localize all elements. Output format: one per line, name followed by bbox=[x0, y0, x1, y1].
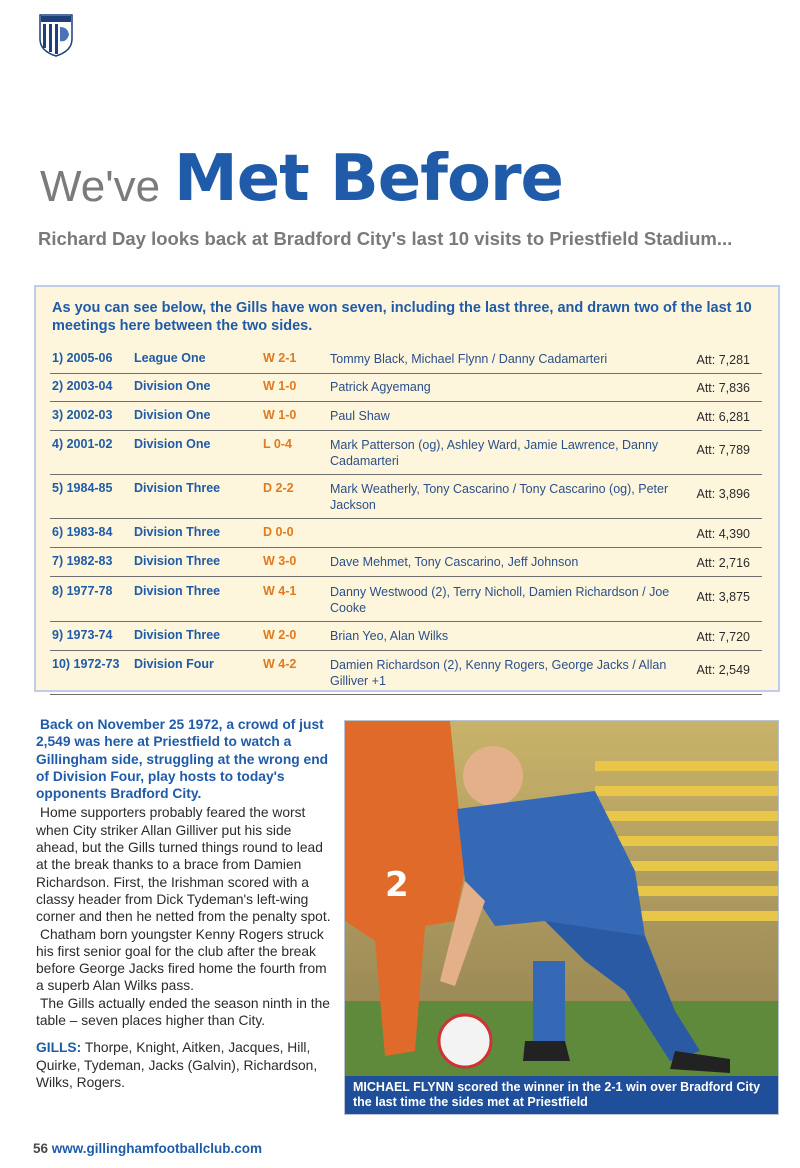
photo-caption bbox=[345, 1076, 778, 1114]
attendance-value: Att: 7,720 bbox=[696, 630, 750, 644]
result-row bbox=[50, 379, 762, 402]
season-label: 9) 1973-74 bbox=[52, 628, 113, 642]
title-bold: Met Before bbox=[174, 142, 563, 216]
attendance-value: Att: 2,716 bbox=[696, 556, 750, 570]
attendance-value: Att: 7,281 bbox=[696, 353, 750, 367]
division-label: League One bbox=[134, 351, 206, 365]
scorers-list: Brian Yeo, Alan Wilks bbox=[330, 629, 449, 643]
result-row bbox=[50, 525, 762, 548]
division-label: Division Three bbox=[134, 481, 221, 495]
result-row bbox=[50, 481, 762, 519]
footer-url-link[interactable]: www.gillinghamfootballclub.com bbox=[51, 1141, 263, 1156]
result-row bbox=[50, 408, 762, 431]
result-row bbox=[50, 554, 762, 577]
attendance-value: Att: 2,549 bbox=[696, 663, 750, 677]
team-lineup bbox=[36, 1039, 336, 1091]
division-label: Division Three bbox=[134, 525, 221, 539]
article-paragraph: Home supporters probably feared the worst when City striker Allan Gilliver put his side ahead, but the Gills turned things round to lead at the break thanks to a brace from Damien Richardson. First, the Irishman scored with a classy header from Dick Tydeman's left-wing corner and then he netted from the penalty spot. bbox=[36, 805, 331, 925]
result-score: W 4-1 bbox=[263, 584, 297, 598]
scorers-list: Dave Mehmet, Tony Cascarino, Jeff Johnson bbox=[330, 555, 579, 569]
result-score: D 0-0 bbox=[263, 525, 294, 539]
page-footer bbox=[33, 1141, 262, 1156]
result-score: W 1-0 bbox=[263, 379, 297, 393]
season-label: 4) 2001-02 bbox=[52, 437, 113, 451]
article-lead: Back on November 25 1972, a crowd of just 2,549 was here at Priestfield to watch a Gillingham side, struggling at the wrong end of Division Four, play hosts to today's opponents Bradford City. bbox=[36, 717, 329, 802]
scorers-list: Damien Richardson (2), Kenny Rogers, George Jacks / Allan Gilliver +1 bbox=[330, 658, 667, 688]
season-label: 2) 2003-04 bbox=[52, 379, 113, 393]
result-row bbox=[50, 584, 762, 622]
page-number: 56 bbox=[33, 1141, 49, 1156]
result-row bbox=[50, 657, 762, 695]
attendance-value: Att: 3,896 bbox=[696, 487, 750, 501]
result-score: D 2-2 bbox=[263, 481, 294, 495]
division-label: Division One bbox=[134, 408, 211, 422]
page-subtitle: Richard Day looks back at Bradford City's last 10 visits to Priestfield Stadium... bbox=[38, 228, 733, 249]
attendance-value: Att: 3,875 bbox=[696, 590, 750, 604]
attendance-value: Att: 6,281 bbox=[696, 410, 750, 424]
result-score: W 2-1 bbox=[263, 351, 297, 365]
result-row bbox=[50, 628, 762, 651]
attendance-value: Att: 7,836 bbox=[696, 381, 750, 395]
results-box bbox=[34, 285, 780, 692]
result-row bbox=[50, 437, 762, 475]
team-list: Thorpe, Knight, Aitken, Jacques, Hill, Quirke, Tydeman, Jacks (Galvin), Richardson, Wilks, Rogers. bbox=[36, 1040, 318, 1090]
scorers-list: Mark Weatherly, Tony Cascarino / Tony Cascarino (og), Peter Jackson bbox=[330, 482, 669, 512]
season-label: 8) 1977-78 bbox=[52, 584, 113, 598]
division-label: Division Three bbox=[134, 628, 221, 642]
article-paragraph: Chatham born youngster Kenny Rogers struck his first senior goal for the club after the break before George Jacks fired home the fourth from a superb Alan Wilks pass. bbox=[36, 926, 327, 994]
season-label: 6) 1983-84 bbox=[52, 525, 113, 539]
result-score: W 2-0 bbox=[263, 628, 297, 642]
attendance-value: Att: 7,789 bbox=[696, 443, 750, 457]
player-photo-illustration bbox=[345, 721, 779, 1115]
result-score: W 1-0 bbox=[263, 408, 297, 422]
division-label: Division One bbox=[134, 379, 211, 393]
season-label: 1) 2005-06 bbox=[52, 351, 113, 365]
season-label: 3) 2002-03 bbox=[52, 408, 113, 422]
season-label: 5) 1984-85 bbox=[52, 481, 113, 495]
result-row bbox=[50, 351, 762, 374]
season-label: 7) 1982-83 bbox=[52, 554, 113, 568]
result-score: L 0-4 bbox=[263, 437, 292, 451]
club-crest-logo bbox=[38, 13, 74, 57]
scorers-list: Mark Patterson (og), Ashley Ward, Jamie Lawrence, Danny Cadamarteri bbox=[330, 438, 659, 468]
scorers-list: Patrick Agyemang bbox=[330, 380, 431, 394]
article-paragraph: The Gills actually ended the season ninth in the table – seven places higher than City. bbox=[36, 995, 330, 1029]
results-intro: As you can see below, the Gills have won seven, including the last three, and drawn two of the last 10 meetings here between the two sides. bbox=[52, 300, 752, 334]
scorers-list: Tommy Black, Michael Flynn / Danny Cadamarteri bbox=[330, 352, 608, 366]
division-label: Division Three bbox=[134, 554, 221, 568]
attendance-value: Att: 4,390 bbox=[696, 527, 750, 541]
result-score: W 4-2 bbox=[263, 657, 297, 671]
caption-name: MICHAEL FLYNN bbox=[353, 1080, 454, 1094]
division-label: Division One bbox=[134, 437, 211, 451]
scorers-list: Paul Shaw bbox=[330, 409, 390, 423]
division-label: Division Three bbox=[134, 584, 221, 598]
article-column bbox=[36, 716, 336, 1091]
team-label: GILLS: bbox=[36, 1040, 82, 1056]
season-label: 10) 1972-73 bbox=[52, 657, 120, 671]
title-light: We've bbox=[40, 162, 161, 211]
scorers-list: Danny Westwood (2), Terry Nicholl, Damien Richardson / Joe Cooke bbox=[330, 585, 670, 615]
shirt-number: 2 bbox=[385, 865, 409, 905]
result-score: W 3-0 bbox=[263, 554, 297, 568]
match-photo bbox=[344, 720, 779, 1115]
division-label: Division Four bbox=[134, 657, 214, 671]
caption-text: scored the winner in the 2-1 win over Bradford City the last time the sides met at Priestfield bbox=[353, 1080, 761, 1109]
